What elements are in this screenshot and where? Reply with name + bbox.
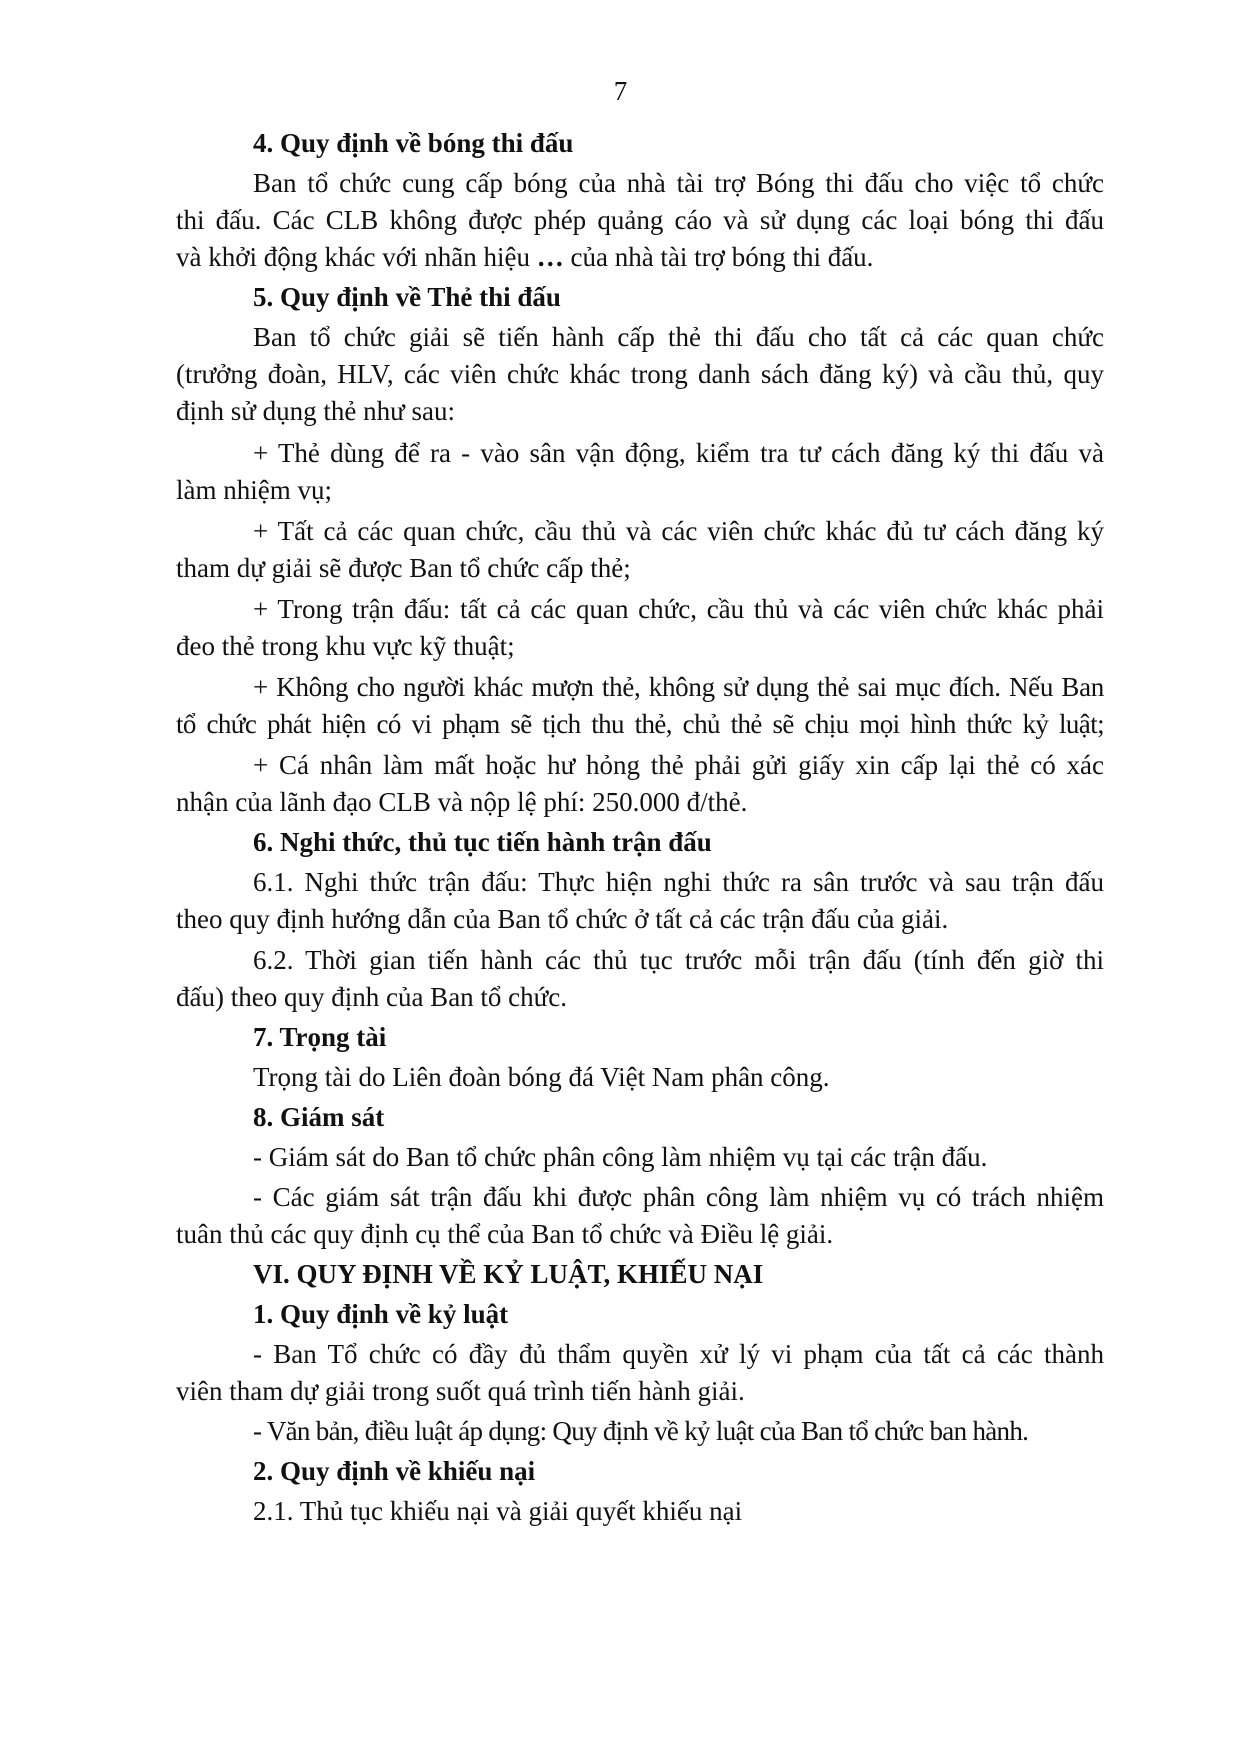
section-4-heading: 4. Quy định về bóng thi đấu [253, 128, 574, 158]
section-7-heading: 7. Trọng tài [253, 1022, 387, 1052]
paragraph-line: Ban tổ chức cung cấp bóng của nhà tài trợ Bóng thi đấu cho việc tổ chức [253, 168, 1104, 198]
paragraph-line: - Các giám sát trận đấu khi được phân công làm nhiệm vụ có trách nhiệm [253, 1182, 1104, 1212]
bullet-line: + Không cho người khác mượn thẻ, không sử dụng thẻ sai mục đích. Nếu Ban [253, 672, 1104, 702]
paragraph-line: theo quy định hướng dẫn của Ban tổ chức ở tất cả các trận đấu của giải. [176, 904, 949, 934]
bullet-line: + Trong trận đấu: tất cả các quan chức, cầu thủ và các viên chức khác phải [253, 594, 1104, 624]
paragraph-line: (trưởng đoàn, HLV, các viên chức khác trong danh sách đăng ký) và cầu thủ, quy [176, 359, 1104, 389]
paragraph-line: - Văn bản, điều luật áp dụng: Quy định về kỷ luật của Ban tổ chức ban hành. [253, 1416, 1029, 1446]
paragraph-line: và khởi động khác với nhãn hiệu … của nhà tài trợ bóng thi đấu. [176, 242, 874, 272]
bullet-line: tổ chức phát hiện có vi phạm sẽ tịch thu thẻ, chủ thẻ sẽ chịu mọi hình thức kỷ luật; [176, 709, 1104, 739]
paragraph-line: 6.2. Thời gian tiến hành các thủ tục trước mỗi trận đấu (tính đến giờ thi [253, 945, 1104, 975]
bullet-line: + Thẻ dùng để ra - vào sân vận động, kiểm tra tư cách đăng ký thi đấu và [253, 438, 1104, 468]
bullet-line: + Tất cả các quan chức, cầu thủ và các viên chức khác đủ tư cách đăng ký [253, 516, 1104, 546]
paragraph-line: 2.1. Thủ tục khiếu nại và giải quyết khiếu nại [253, 1496, 743, 1526]
page-number: 7 [613, 76, 628, 106]
section-vi-1-heading: 1. Quy định về kỷ luật [253, 1299, 509, 1329]
section-8-heading: 8. Giám sát [253, 1102, 385, 1132]
paragraph-line: - Ban Tổ chức có đầy đủ thẩm quyền xử lý vi phạm của tất cả các thành [253, 1339, 1104, 1369]
paragraph-line: - Giám sát do Ban tổ chức phân công làm nhiệm vụ tại các trận đấu. [253, 1142, 988, 1172]
section-vi-2-heading: 2. Quy định về khiếu nại [253, 1456, 536, 1486]
section-6-heading: 6. Nghi thức, thủ tục tiến hành trận đấu [253, 827, 712, 857]
bullet-line: tham dự giải sẽ được Ban tổ chức cấp thẻ; [176, 553, 631, 583]
bullet-line: đeo thẻ trong khu vực kỹ thuật; [176, 631, 515, 661]
chapter-vi-heading: VI. QUY ĐỊNH VỀ KỶ LUẬT, KHIẾU NẠI [253, 1259, 764, 1289]
paragraph-line: 6.1. Nghi thức trận đấu: Thực hiện nghi thức ra sân trước và sau trận đấu [253, 867, 1104, 897]
bullet-line: + Cá nhân làm mất hoặc hư hỏng thẻ phải gửi giấy xin cấp lại thẻ có xác [253, 750, 1104, 780]
paragraph-line: Trọng tài do Liên đoàn bóng đá Việt Nam phân công. [253, 1062, 830, 1092]
paragraph-line: Ban tổ chức giải sẽ tiến hành cấp thẻ thi đấu cho tất cả các quan chức [253, 322, 1104, 352]
bullet-line: nhận của lãnh đạo CLB và nộp lệ phí: 250.000 đ/thẻ. [176, 787, 748, 817]
paragraph-line: đấu) theo quy định của Ban tổ chức. [176, 982, 568, 1012]
paragraph-line: định sử dụng thẻ như sau: [176, 396, 456, 426]
section-5-heading: 5. Quy định về Thẻ thi đấu [253, 282, 561, 312]
paragraph-line: thi đấu. Các CLB không được phép quảng cáo và sử dụng các loại bóng thi đấu [176, 205, 1104, 235]
paragraph-line: viên tham dự giải trong suốt quá trình tiến hành giải. [176, 1376, 745, 1406]
bullet-line: làm nhiệm vụ; [176, 475, 332, 505]
paragraph-line: tuân thủ các quy định cụ thể của Ban tổ chức và Điều lệ giải. [176, 1219, 834, 1249]
